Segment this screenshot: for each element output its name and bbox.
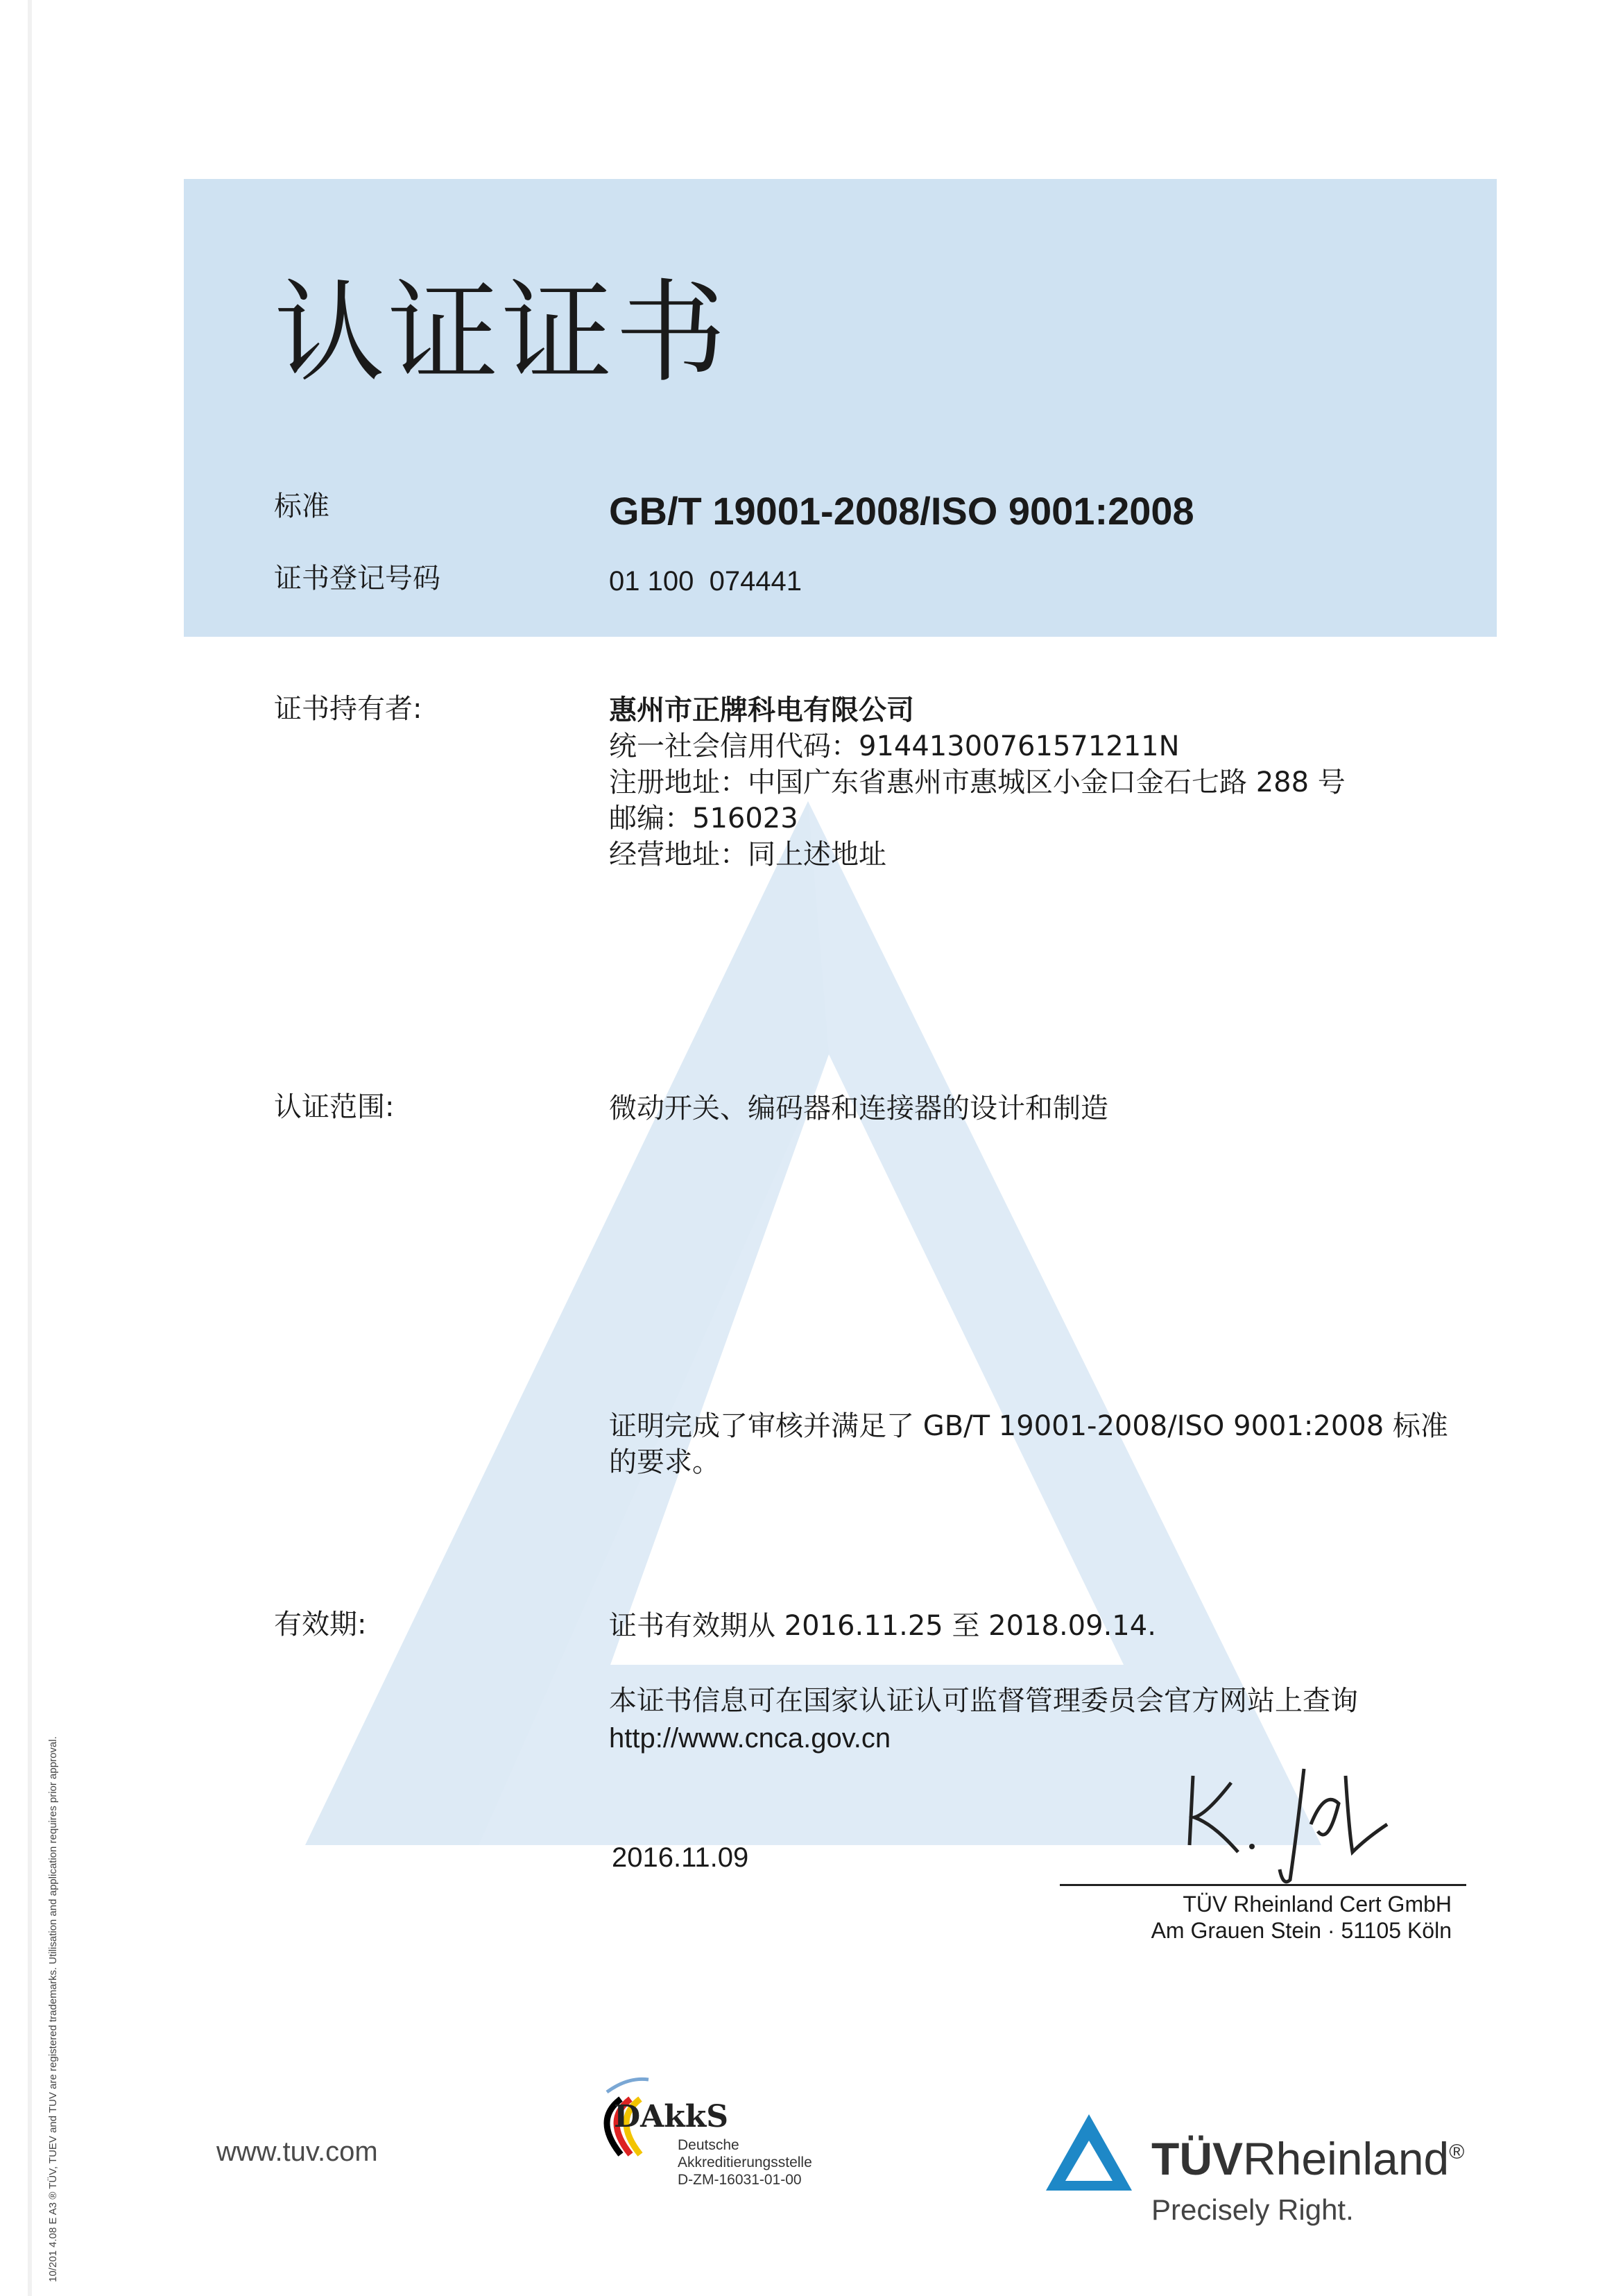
reg-no-value: 01 100 074441 bbox=[609, 566, 802, 597]
standard-value: GB/T 19001-2008/ISO 9001:2008 bbox=[609, 489, 1194, 533]
query-line: 本证书信息可在国家认证认可监督管理委员会官方网站上查询 bbox=[609, 1685, 1358, 1717]
issuer-block bbox=[1060, 1891, 1452, 1944]
footer-website: www.tuv.com bbox=[216, 2136, 378, 2167]
dakks-logo bbox=[579, 2071, 857, 2203]
statement-line-1: 证明完成了审核并满足了 GB/T 19001-2008/ISO 9001:2008 标准 bbox=[609, 1410, 1448, 1442]
holder-postcode: 邮编：516023 bbox=[609, 803, 798, 834]
tuv-brand bbox=[1151, 2132, 1464, 2185]
tuv-rheinland-logo bbox=[1040, 2109, 1526, 2247]
holder-reg-address: 注册地址：中国广东省惠州市惠城区小金口金石七路 288 号 bbox=[609, 766, 1346, 798]
dakks-line-3: D-ZM-16031-01-00 bbox=[678, 2172, 802, 2188]
dakks-name: DAkkS bbox=[614, 2099, 729, 2134]
trademark-side-note: 10/201 4.08 E A3 ® TÜV, TUEV and TUV are registered trademarks. Utilisation and application requires prior approval. bbox=[47, 1736, 59, 2282]
scope-value: 微动开关、编码器和连接器的设计和制造 bbox=[609, 1093, 1108, 1124]
issuer-name: TÜV Rheinland Cert GmbH bbox=[1183, 1892, 1452, 1917]
reg-no-label: 证书登记号码 bbox=[274, 563, 440, 594]
scope-label: 认证范围: bbox=[274, 1091, 395, 1123]
dakks-line-2: Akkreditierungsstelle bbox=[678, 2154, 812, 2170]
tuv-registered-mark: ® bbox=[1449, 2141, 1465, 2164]
tuv-triangle-icon bbox=[1040, 2109, 1137, 2199]
query-url: http://www.cnca.gov.cn bbox=[609, 1723, 891, 1754]
holder-block bbox=[609, 692, 1346, 873]
holder-label: 证书持有者: bbox=[274, 693, 422, 725]
signature bbox=[1179, 1748, 1408, 1887]
issue-date: 2016.11.09 bbox=[612, 1842, 749, 1873]
statement-line-2: 的要求。 bbox=[609, 1446, 720, 1478]
tuv-slogan: Precisely Right. bbox=[1151, 2193, 1354, 2226]
dakks-line-1: Deutsche bbox=[678, 2137, 739, 2153]
issuer-address: Am Grauen Stein · 51105 Köln bbox=[1151, 1918, 1452, 1943]
validity-value: 证书有效期从 2016.11.25 至 2018.09.14. bbox=[609, 1610, 1156, 1642]
holder-credit-code: 统一社会信用代码：91441300761571211N bbox=[609, 730, 1180, 762]
validity-label: 有效期: bbox=[274, 1609, 367, 1640]
signature-line bbox=[1060, 1884, 1466, 1886]
tuv-brand-rest: Rheinland bbox=[1243, 2133, 1450, 2184]
tuv-brand-bold: TÜV bbox=[1151, 2133, 1243, 2184]
standard-label: 标准 bbox=[274, 490, 329, 522]
dakks-subtitle bbox=[678, 2136, 812, 2188]
certificate-title: 认证证书 bbox=[274, 268, 730, 397]
holder-name: 惠州市正牌科电有限公司 bbox=[609, 694, 914, 726]
holder-business-address: 经营地址：同上述地址 bbox=[609, 839, 886, 871]
